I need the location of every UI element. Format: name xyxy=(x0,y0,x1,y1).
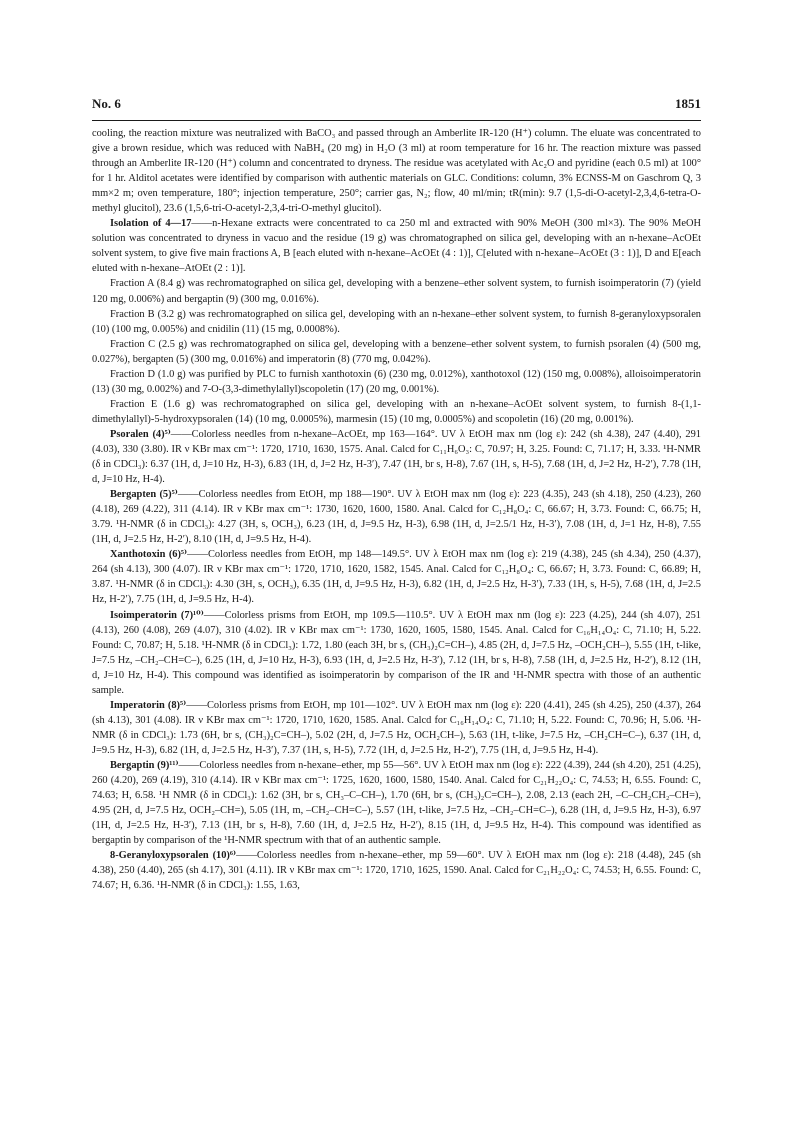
paragraph-heading: Isoimperatorin (7)¹⁰⁾ xyxy=(110,609,204,621)
paragraph-heading: Imperatorin (8)⁵⁾ xyxy=(110,699,187,711)
running-header xyxy=(92,96,701,112)
paragraph-text: ——Colorless prisms from EtOH, mp 109.5—110.5°. UV λ EtOH max nm (log ε): 223 (4.25), 244 (sh 4.07), 251 (4.13), 260 (4.08), 269 (4.07), 310 (4.02). IR ν KBr max cm⁻¹: 1730, 1620, 1605, 1580, 1545. Anal. Calcd for C₁₆H₁₄O₄: C, 71.10; H, 5.22. Found: C, 70.87; H, 5.18. ¹H-NMR (δ in CDCl₃): 1.72, 1.80 (each 3H, br s, (CH₃)₂C=CH–), 4.85 (2H, d, J=7.5 Hz, –OCH₂CH–), 5.55 (1H, t-like, J=7.5 Hz, –CH₂–CH=C–), 6.25 (1H, d, J=10 Hz, H-3), 6.93 (1H, d, J=2.5 Hz, H-3′), 7.12 (1H, br s, H-8), 7.58 (1H, d, J=2.5 Hz, H-2′), 8.12 (1H, d, J=10 Hz, H-4). This compound was identified as isoimperatorin by comparison of the IR and ¹H-NMR spectra with those of an authentic sample. xyxy=(92,609,701,696)
paragraph-text: cooling, the reaction mixture was neutralized with BaCO₃ and passed through an Amberlite IR-120 (H⁺) column. The eluate was concentrated to give a brown residue, which was reduced with NaBH₄ (20 mg) in H₂O (3 ml) at room temperature for 16 hr. The reaction mixture was passed through an Amberlite IR-120 (H⁺) column and concentrated to dryness. The residue was acetylated with Ac₂O and pyridine (each 0.5 ml) at 100° for 1 hr. Alditol acetates were identified by comparison with authentic materials on GLC. Conditions: column, 3% ECNSS-M on Gaschrom Q, 3 mm×2 m; oven temperature, 180°; injection temperature, 250°; carrier gas, N₂; flow, 40 ml/min; tR(min): 9.7 (1,5-di-O-acetyl-2,3,4,6-tetra-O-methyl glucitol), 23.6 (1,5,6-tri-O-acetyl-2,3,4-tri-O-methyl glucitol). xyxy=(92,128,701,215)
paragraph-text: ——Colorless needles from n-hexane–AcOEt, mp 163—164°. UV λ EtOH max nm (log ε): 242 (sh 4.38), 247 (4.40), 291 (4.03), 330 (3.80). IR ν KBr max cm⁻¹: 1720, 1710, 1630, 1575. Anal. Calcd for C₁₁H₆O₃: C, 70.97; H, 3.25. Found: C, 71.17; H, 3.33. ¹H-NMR (δ in CDCl₃): 6.37 (1H, d, J=10 Hz, H-3), 6.83 (1H, d, J=2 Hz, H-3′), 7.47 (1H, br s, H-8), 7.67 (1H, s, H-5), 7.68 (1H, d, J=2 Hz, H-2′), 7.78 (1H, d, J=10 Hz, H-4). xyxy=(92,428,701,486)
paragraph-sugar-analysis xyxy=(92,126,701,216)
issue-number: No. 6 xyxy=(92,96,121,111)
paragraph-geranyloxypsoralen xyxy=(92,848,701,893)
paragraph-heading: Bergapten (5)⁵⁾ xyxy=(110,489,178,501)
paragraph-text: ——Colorless needles from EtOH, mp 148—149.5°. UV λ EtOH max nm (log ε): 219 (4.38), 245 (sh 4.34), 250 (4.37), 264 (sh 4.13), 300 (4.07). IR ν KBr max cm⁻¹: 1720, 1710, 1620, 1582, 1545. Anal. Calcd for C₁₂H₈O₄: C, 66.67; H, 3.73. Found: C, 66.89; H, 3.87. ¹H-NMR (δ in CDCl₃): 4.30 (3H, s, OCH₃), 6.35 (1H, d, J=9.5 Hz, H-3), 6.82 (1H, d, J=2.5 Hz, H-3′), 7.33 (1H, s, H-5), 7.68 (1H, d, J=2.5 Hz, H-2′), 7.75 (1H, d, J=9.5 Hz, H-4). xyxy=(92,549,701,606)
paragraph-fraction-b xyxy=(92,307,701,337)
page-number: 1851 xyxy=(675,96,701,111)
paragraph-fraction-e xyxy=(92,397,701,427)
paragraph-bergapten xyxy=(92,487,701,547)
paragraph-fraction-d xyxy=(92,367,701,397)
paragraph-isoimperatorin xyxy=(92,608,701,698)
paragraph-heading: 8-Geranyloxypsoralen (10)⁶⁾ xyxy=(110,850,237,862)
paragraph-text: ——Colorless prisms from EtOH, mp 101—102°. UV λ EtOH max nm (log ε): 220 (4.41), 245 (sh 4.25), 250 (4.37), 264 (sh 4.13), 301 (4.08). IR ν KBr max cm⁻¹: 1720, 1710, 1620, 1585. Anal. Calcd for C₁₆H₁₄O₄: C, 71.10; H, 5.22. Found: C, 70.96; H, 5.06. ¹H-NMR (δ in CDCl₃): 1.73 (6H, br s, (CH₃)₂C=CH–), 5.02 (2H, d, J=7.5 Hz, OCH₂CH–), 5.63 (1H, t-like, J=7.5 Hz, –CH₂CH=C–), 6.37 (1H, d, J=9.5 Hz, H-3), 6.82 (1H, d, J=2.5 Hz, H-3′), 7.37 (1H, s, H-5), 7.72 (1H, d, J=2.5 Hz, H-2′), 7.75 (1H, d, J=9.5 Hz, H-4). xyxy=(92,699,701,756)
paragraph-xanthotoxin xyxy=(92,547,701,607)
paragraph-text: Fraction A (8.4 g) was rechromatographed on silica gel, developing with a benzene–ether solvent system, to furnish isoimperatorin (7) (yield 120 mg, 0.006%) and bergaptin (9) (300 mg, 0.016%). xyxy=(92,278,701,305)
paragraph-isolation xyxy=(92,216,701,276)
body-text xyxy=(92,126,701,893)
paragraph-text: ——Colorless needles from EtOH, mp 188—190°. UV λ EtOH max nm (log ε): 223 (4.35), 243 (sh 4.18), 250 (4.23), 260 (4.18), 269 (4.22), 311 (4.14). IR ν KBr max cm⁻¹: 1730, 1620, 1600, 1580. Anal. Calcd for C₁₂H₈O₄: C, 66.67; H, 3.73. Found: C, 66.75; H, 3.79. ¹H-NMR (δ in CDCl₃): 4.27 (3H, s, OCH₃), 6.23 (1H, d, J=9.5 Hz, H-3), 6.98 (1H, d, J=2.5/1 Hz, H-3′), 7.08 (1H, d, J=1 Hz, H-8), 7.55 (1H, d, J=2.5 Hz, H-2′), 8.10 (1H, d, J=9.5 Hz, H-4). xyxy=(92,489,701,546)
paragraph-text: Fraction B (3.2 g) was rechromatographed on silica gel, developing with an n-hexane–ether solvent system, to furnish 8-geranyloxypsoralen (10) (100 mg, 0.005%) and cnidilin (11) (15 mg, 0.0008%). xyxy=(92,308,701,335)
paragraph-text: Fraction D (1.0 g) was purified by PLC to furnish xanthotoxin (6) (230 mg, 0.012%), xanthotoxol (12) (150 mg, 0.008%), alloisoimperatorin (13) (30 mg, 0.002%) and 7-O-(3,3-dimethylallyl)scopoletin (17) (20 mg, 0.001%). xyxy=(92,368,701,395)
paragraph-text: ——Colorless needles from n-hexane–ether, mp 59—60°. UV λ EtOH max nm (log ε): 218 (4.48), 245 (sh 4.38), 250 (4.40), 265 (sh 4.17), 301 (4.11). IR ν KBr max cm⁻¹: 1720, 1710, 1625, 1590. Anal. Calcd for C₂₁H₂₂O₄: C, 74.53; H, 6.55. Found: C, 74.67; H, 6.36. ¹H-NMR (δ in CDCl₃): 1.55, 1.63, xyxy=(92,850,701,892)
paragraph-text: ——n-Hexane extracts were concentrated to ca 250 ml and extracted with 90% MeOH (300 ml×3). The 90% MeOH solution was concentrated to dryness in vacuo and the residue (19 g) was chromatographed on silica gel, developing with an n-hexane–AcOEt solvent system, to give five main fractions A, B [each eluted with n-hexane–AcOEt (4 : 1)], C[eluted with n-hexane–AcOEt (3 : 1)], D and E[each eluted with n-hexane–AtOEt (2 : 1)]. xyxy=(92,218,701,275)
paragraph-bergaptin xyxy=(92,758,701,848)
paragraph-text: ——Colorless needles from n-hexane–ether, mp 55—56°. UV λ EtOH max nm (log ε): 222 (4.39), 244 (sh 4.20), 251 (4.25), 260 (4.20), 269 (4.19), 310 (4.14). IR ν KBr max cm⁻¹: 1725, 1620, 1600, 1580, 1540. Anal. Calcd for C₂₁H₂₂O₄: C, 74.53; H, 6.55. Found: C, 74.63; H, 6.58. ¹H NMR (δ in CDCl₃): 1.62 (3H, br s, CH₃–C–CH–), 1.70 (6H, br s, (CH₃)₂C=CH–), 2.08, 2.13 (each 2H, –C–CH₂CH₂–CH=), 4.95 (2H, d, J=7.5 Hz, OCH₂–CH=), 5.05 (1H, m, –CH₂–CH=C–), 5.57 (1H, t-like, J=7.5 Hz, –CH₂–CH=C–), 6.28 (1H, d, J=9.5 Hz, H-3), 6.97 (1H, d, J=2.5 Hz, H-3′), 7.13 (1H, br s, H-8), 7.60 (1H, d, J=2.5 Hz, H-2′), 8.15 (1H, d, J=9.5 Hz, H-4). This compound was identified as bergaptin by comparison of the ¹H-NMR spectrum with that of an authentic sample. xyxy=(92,759,701,847)
paragraph-text: Fraction C (2.5 g) was rechromatographed on silica gel, developing with a benzene–ether solvent system, to furnish psoralen (4) (500 mg, 0.027%), bergapten (5) (300 mg, 0.016%) and imperatorin (8) (770 mg, 0.042%). xyxy=(92,338,701,365)
header-rule xyxy=(92,120,701,121)
paragraph-text: Fraction E (1.6 g) was rechromatographed on silica gel, developing with an n-hexane–AcOEt solvent system, to furnish 8-(1,1-dimethylallyl)-5-hydroxypsoralen (14) (10 mg, 0.0005%), marmesin (15) (10 mg, 0.0005%) and scopoletin (16) (20 mg, 0.001%). xyxy=(92,398,701,425)
paragraph-heading: Psoralen (4)⁵⁾ xyxy=(110,428,171,440)
paragraph-heading: Xanthotoxin (6)⁵⁾ xyxy=(110,549,188,561)
paragraph-imperatorin xyxy=(92,698,701,758)
paragraph-fraction-c xyxy=(92,337,701,367)
paragraph-fraction-a xyxy=(92,276,701,306)
paragraph-psoralen xyxy=(92,427,701,487)
paragraph-heading: Bergaptin (9)¹¹⁾ xyxy=(110,759,179,771)
paragraph-heading: Isolation of 4—17 xyxy=(110,218,192,230)
